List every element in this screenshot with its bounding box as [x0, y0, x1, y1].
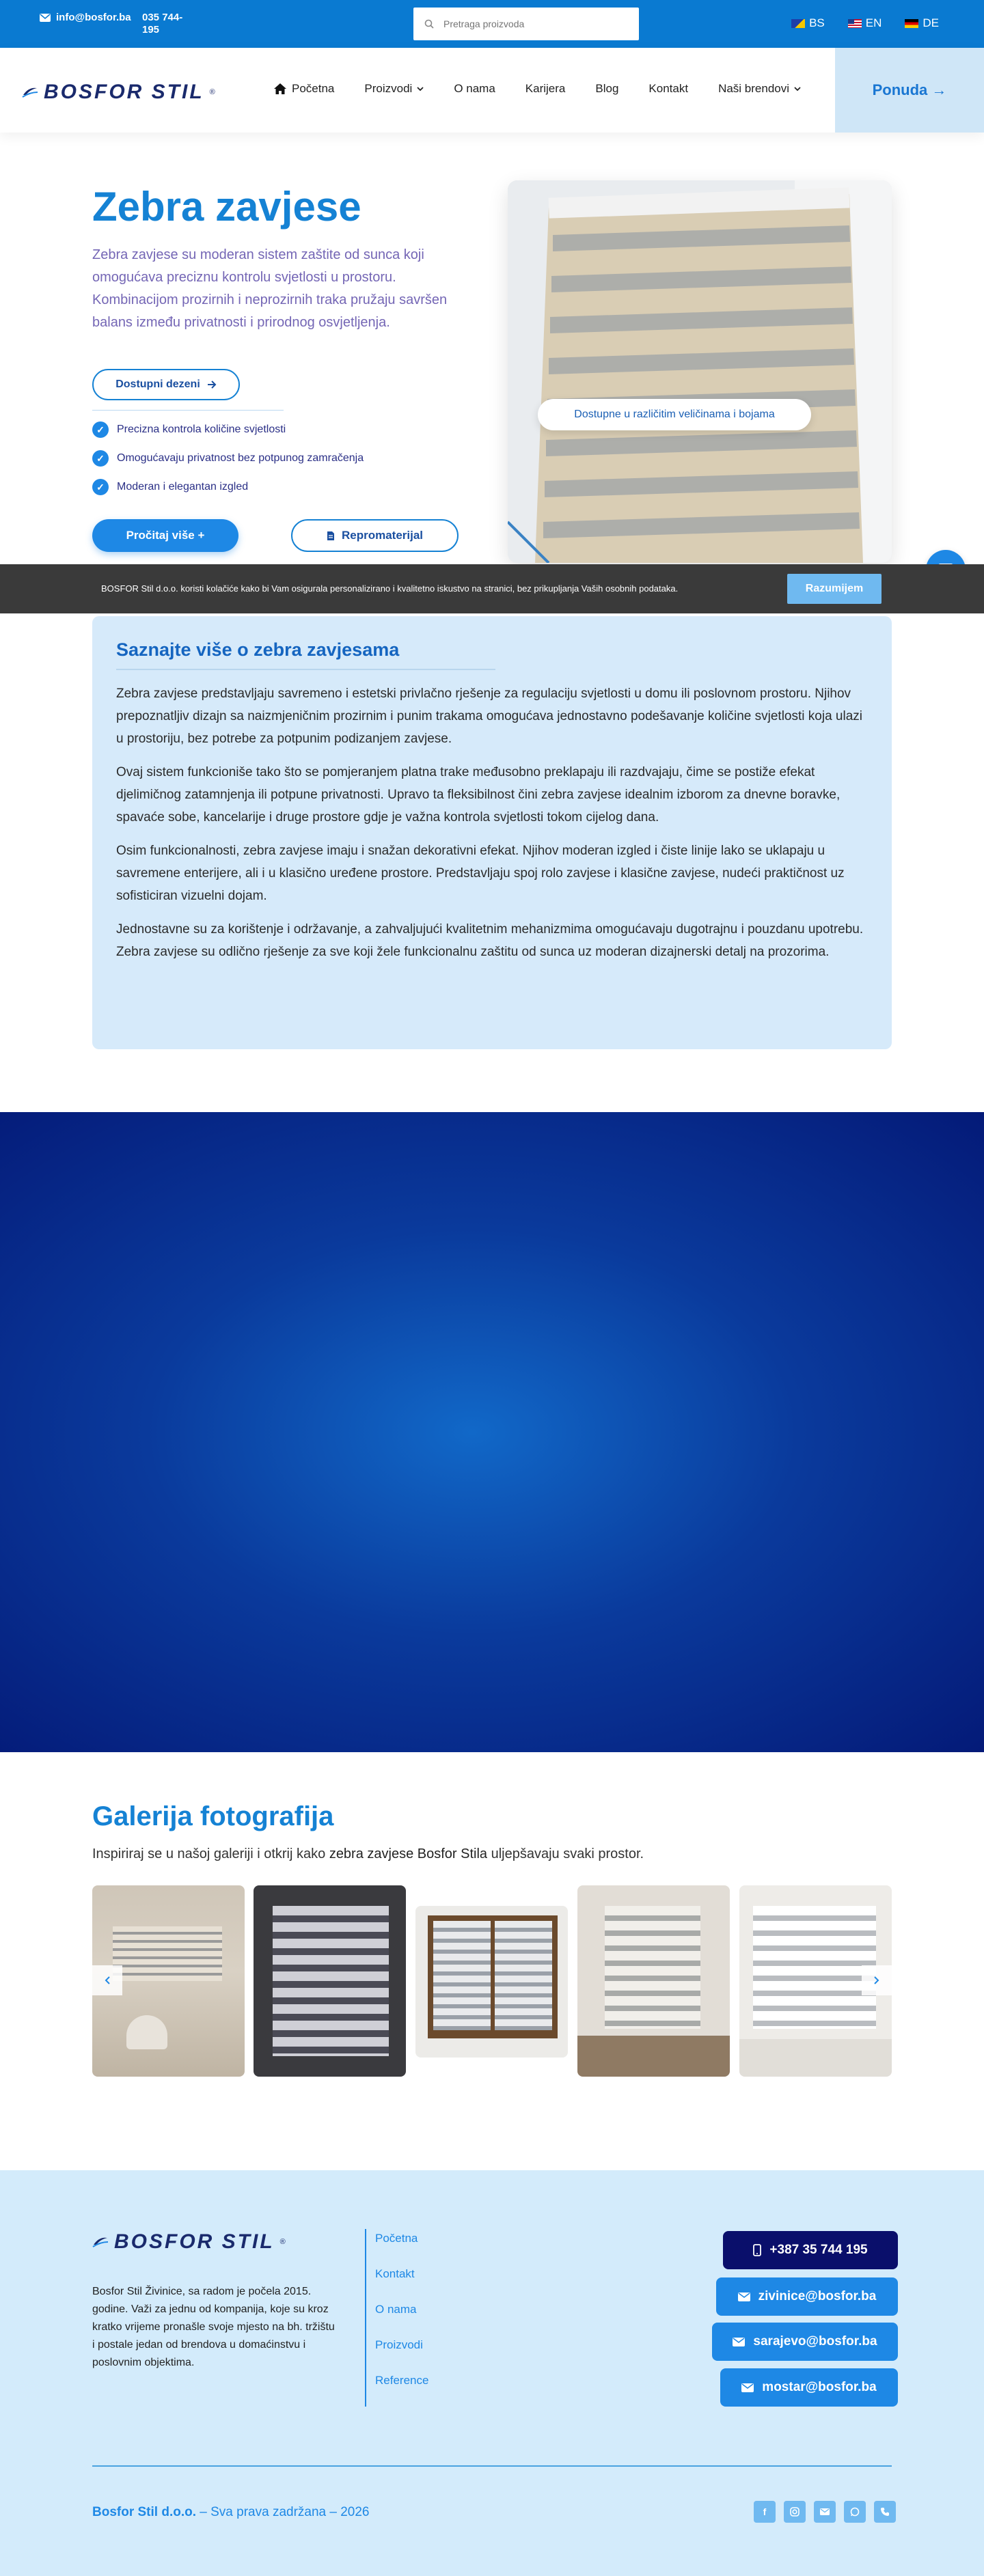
envelope-icon — [738, 2293, 750, 2301]
site-footer — [0, 2170, 984, 2576]
blind-pattern — [113, 1926, 222, 1981]
feature-item — [92, 415, 364, 444]
hero-description: Zebra zavjese su moderan sistem zaštite od sunca koji omogućava preciznu kontrolu svjetlosti u prostoru. Kombinacijom prozirnih i neprozirnih traka pružaju savršen balans između privatnosti i prirodnog osvjetljenja. — [92, 247, 448, 330]
nav-item-label: Proizvodi — [364, 82, 413, 95]
footer-logo[interactable] — [92, 2230, 286, 2254]
info-paragraph: Jednostavne su za korištenje i održavanje, a zahvaljujući kvalitetnim mehanizmima omogućavaju dugotrajnu i pouzdanu upotrebu. Zebra zavjese su odlično rješenje za sve koji žele funkcionalnu zaštitu od sunca uz moderan dizajnerski detalj na prozorima. — [116, 922, 864, 959]
check-icon: ✓ — [92, 421, 109, 438]
registered-mark: ® — [209, 88, 215, 96]
gallery-prev-button[interactable] — [92, 1965, 122, 1995]
social-links — [754, 2501, 896, 2523]
gallery-next-button[interactable] — [862, 1965, 892, 1995]
envelope-icon — [741, 2383, 754, 2392]
email-icon[interactable] — [814, 2501, 836, 2523]
logo-text: BOSFOR STIL — [44, 81, 204, 103]
chevron-right-icon — [874, 1976, 879, 1984]
footer-link-reference[interactable]: Reference — [375, 2374, 429, 2387]
bosnia-flag-icon — [791, 19, 805, 28]
gallery-image[interactable] — [577, 1885, 730, 2077]
info-paragraph: Osim funkcionalnosti, zebra zavjese imaju i snažan dekorativni efekat. Njihov moderan izgled i čiste linije lako se uklapaju u savremene enterijere, ali i u klasično uređene prostore. Predstavljaju spoj rolo zavjese i klasične zavjese, nudeći praktičnost uz sofisticiran vizuelni dojam. — [116, 844, 845, 903]
gallery-image[interactable] — [415, 1906, 568, 2058]
catalog-button[interactable] — [291, 519, 459, 552]
chevron-down-icon — [417, 87, 424, 92]
top-email-link[interactable] — [40, 12, 131, 23]
blind-pattern — [495, 1921, 552, 2030]
blind-pattern — [753, 1906, 876, 2029]
lang-en-label: EN — [865, 16, 882, 29]
footer-logo-text: BOSFOR STIL — [114, 2230, 275, 2253]
germany-flag-icon — [905, 19, 918, 28]
nav-item-karijera[interactable]: Karijera — [525, 82, 566, 95]
footer-email-mostar-button[interactable] — [720, 2368, 898, 2407]
envelope-icon — [733, 2338, 745, 2346]
nav-item-label: Početna — [292, 82, 335, 95]
feature-text: Moderan i elegantan izgled — [117, 481, 249, 493]
footer-email-label: mostar@bosfor.ba — [762, 2380, 877, 2394]
gallery-subtitle-end: uljepšavaju svaki prostor. — [487, 1846, 644, 1861]
footer-link-kontakt[interactable]: Kontakt — [375, 2267, 415, 2280]
footer-email-label: zivinice@bosfor.ba — [758, 2289, 877, 2303]
chevron-down-icon — [794, 87, 801, 92]
lang-de-label: DE — [922, 16, 939, 29]
footer-phone-button[interactable] — [723, 2231, 898, 2269]
blind-pattern — [433, 1921, 491, 2030]
gallery-subtitle-start: Inspiriraj se u našoj galeriji i otkrij kako — [92, 1846, 329, 1861]
feature-list — [92, 415, 364, 501]
logo-wave-icon — [92, 2235, 109, 2249]
site-logo[interactable] — [22, 81, 215, 104]
cookie-text: BOSFOR Stil d.o.o. koristi kolačiće kako bi Vam osigurala personalizirano i kvalitetno iskustvo na stranici, bez prikupljanja Vaših osobnih podataka. — [101, 583, 679, 594]
registered-mark: ® — [279, 2238, 286, 2246]
floor-shape — [577, 2036, 730, 2077]
floor-shape — [739, 2039, 892, 2077]
envelope-icon — [40, 14, 51, 22]
cookie-accept-button[interactable]: Razumijem — [787, 574, 882, 604]
info-section — [92, 616, 892, 1049]
page-title: Zebra zavjese — [92, 184, 361, 230]
nav-item-label: Naši brendovi — [718, 82, 790, 95]
footer-divider — [92, 2465, 892, 2467]
check-icon: ✓ — [92, 450, 109, 467]
language-switcher — [791, 16, 939, 30]
facebook-icon[interactable]: f — [754, 2501, 776, 2523]
lang-bs-label: BS — [809, 16, 825, 29]
logo-wave-icon — [22, 85, 38, 99]
footer-about: Bosfor Stil Živinice, sa radom je počela 2015. godine. Važi za jednu od kompanija, koje su kroz kratko vrijeme pronašle svoje mjesto na bh. tržištu i postale jedan od brendova u domaćinstvu i poslovnim objektima. — [92, 2286, 335, 2368]
footer-link-pocetna[interactable]: Početna — [375, 2232, 418, 2245]
gallery-title: Galerija fotografija — [92, 1801, 334, 1831]
top-bar — [0, 0, 984, 48]
nav-menu — [273, 82, 816, 96]
chevron-left-icon — [105, 1976, 110, 1984]
gallery-subtitle-highlight: zebra zavjese Bosfor Stila — [329, 1846, 488, 1861]
blind-pattern — [605, 1906, 700, 2029]
info-paragraph: Zebra zavjese predstavljaju savremeno i estetski privlačno rješenje za regulaciju svjetlosti u domu ili poslovnom prostoru. Njihov prepoznatljiv dizajn sa naizmjeničnim prozirnim i punim trakama omogućava jednostavno podešavanje količine svjetlosti koja ulazi u prostoriju, bez potrebe za potpunim podizanjem zavjese. — [116, 687, 862, 746]
instagram-icon[interactable] — [784, 2501, 806, 2523]
whatsapp-icon[interactable] — [844, 2501, 866, 2523]
footer-link-o-nama[interactable]: O nama — [375, 2303, 417, 2316]
search-icon — [424, 19, 434, 29]
chair-shape — [126, 2015, 167, 2049]
lang-en[interactable] — [848, 16, 882, 30]
footer-link-proizvodi[interactable]: Proizvodi — [375, 2338, 423, 2351]
arrow-right-icon — [207, 380, 217, 389]
gallery-image[interactable] — [254, 1885, 406, 2077]
zebra-blind-photo — [508, 180, 892, 563]
offer-button[interactable]: Ponuda → — [835, 48, 984, 133]
hero-divider — [92, 410, 284, 411]
nav-item-proizvodi[interactable] — [349, 82, 439, 96]
home-icon — [273, 83, 287, 95]
check-icon: ✓ — [92, 479, 109, 495]
read-more-button[interactable]: Pročitaj više + — [92, 519, 238, 552]
info-title: Saznajte više o zebra zavjesama — [116, 639, 400, 660]
image-badge: Dostupne u različitim veličinama i bojama — [538, 399, 811, 430]
phone-icon[interactable] — [874, 2501, 896, 2523]
top-phone-link[interactable]: 035 744-195 — [142, 12, 183, 36]
search-input[interactable] — [443, 18, 621, 29]
mobile-phone-icon — [753, 2244, 761, 2256]
nav-item-blog[interactable]: Blog — [595, 82, 619, 95]
top-email-text: info@bosfor.ba — [56, 12, 131, 23]
footer-email-zivinice-button[interactable] — [716, 2277, 898, 2316]
available-designs-label: Dostupni dezeni — [115, 378, 200, 390]
feature-item — [92, 473, 364, 501]
main-navigation — [0, 48, 984, 133]
nav-item-kontakt[interactable]: Kontakt — [648, 82, 689, 95]
blind-pattern — [273, 1906, 389, 2056]
footer-phone-label: +387 35 744 195 — [769, 2243, 868, 2257]
feature-item — [92, 444, 364, 473]
footer-email-sarajevo-button[interactable] — [712, 2323, 898, 2361]
lang-de[interactable] — [905, 16, 939, 30]
feature-text: Omogućavaju privatnost bez potpunog zamračenja — [117, 452, 364, 464]
footer-copyright — [92, 2505, 370, 2520]
available-designs-button[interactable] — [92, 369, 240, 400]
nav-item-o-nama[interactable]: O nama — [454, 82, 495, 95]
gallery-subtitle — [92, 1846, 644, 1862]
blue-banner-section — [0, 1112, 984, 1752]
copyright-company: Bosfor Stil d.o.o. — [92, 2505, 196, 2519]
search-box[interactable] — [413, 8, 639, 40]
footer-email-label: sarajevo@bosfor.ba — [753, 2334, 877, 2349]
nav-item-pocetna[interactable] — [273, 82, 349, 96]
cookie-banner — [0, 564, 984, 613]
document-icon — [327, 531, 335, 541]
usa-flag-icon — [848, 19, 862, 28]
hero-product-image — [508, 180, 892, 563]
footer-links — [365, 2229, 502, 2407]
feature-text: Precizna kontrola količine svjetlosti — [117, 424, 286, 435]
nav-item-nasi-brendovi[interactable] — [703, 82, 816, 96]
copyright-text: – Sva prava zadržana – 2026 — [196, 2505, 370, 2519]
info-underline — [116, 669, 495, 670]
lang-bs[interactable] — [791, 16, 825, 30]
catalog-label: Repromaterijal — [341, 529, 424, 542]
info-paragraph: Ovaj sistem funkcioniše tako što se pomjeranjem platna trake međusobno preklapaju ili razdvajaju, čime se postiže efekat djelimičnog zatamnjenja ili potpune privatnosti. Upravo ta fleksibilnost čini zebra zavjese idealnim izborom za dnevne boravke, spavaće sobe, kancelarije i druge prostore gdje je važna kontrola svjetlosti tokom cijelog dana. — [116, 765, 840, 825]
